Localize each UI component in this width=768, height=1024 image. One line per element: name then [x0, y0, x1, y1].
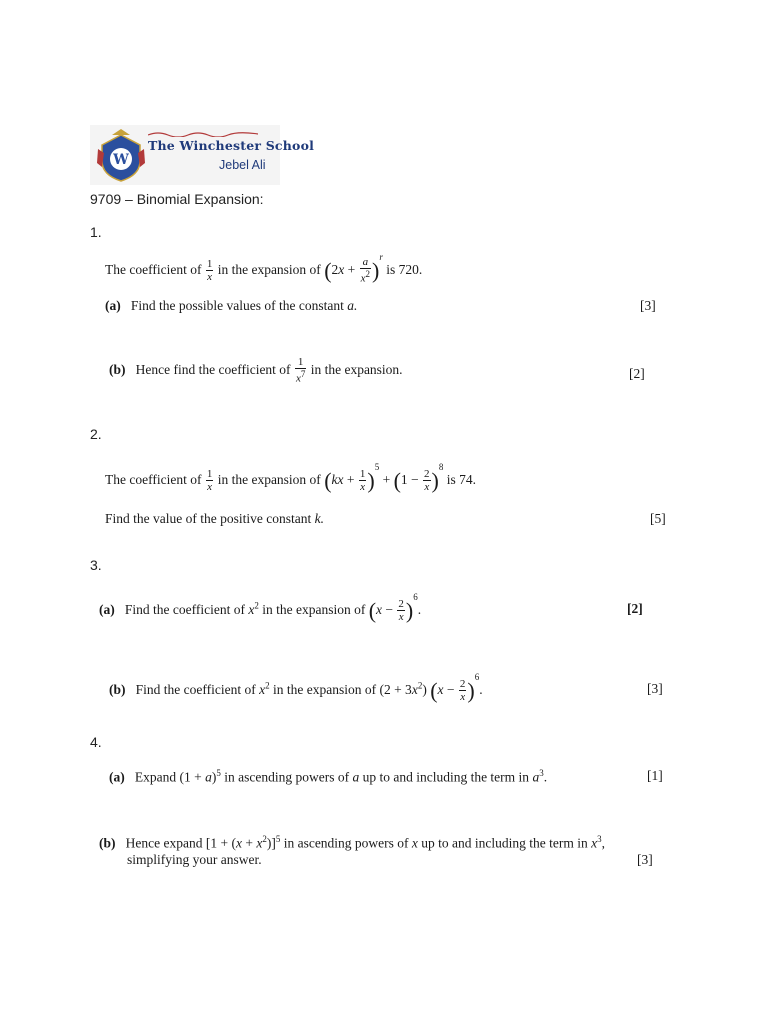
q3a-label: (a) [99, 602, 115, 617]
question-2-marks: [5] [650, 511, 666, 526]
fraction-1-over-x: $\frac{1}{x}$ [206, 257, 213, 283]
arabic-script-decoration [148, 129, 258, 137]
fraction-2-over-x: $\frac{2}{x}$ [398, 597, 404, 623]
q1a-label: (a) [105, 298, 121, 313]
q2-stem-post: is 74. [446, 472, 476, 487]
fraction-1-over-x7: $\frac{1}{x^7}$ [295, 356, 306, 385]
q4b-mid: in ascending powers of [283, 835, 409, 851]
q4b-pre: Hence expand [125, 835, 203, 851]
q2-text: Find the value of the positive constant [105, 511, 312, 526]
fraction-1-over-x: $\frac{1}{x}$ [206, 467, 213, 493]
q1a-var: a. [347, 298, 358, 313]
fraction-a-over-x2: $\frac{a}{x^2}$ [360, 256, 371, 285]
fraction-2-over-x: $\frac{2}{x}$ [424, 467, 430, 493]
svg-text:W: W [113, 152, 129, 168]
question-3-number: 3. [90, 557, 102, 573]
q1b-post: in the expansion. [310, 361, 403, 377]
q1-stem-pre: The coefficient of [105, 262, 202, 277]
q1b-pre: Hence find the coefficient of [135, 361, 291, 377]
q4a-post: up to and including the term in [362, 769, 530, 785]
question-1-number: 1. [90, 224, 102, 240]
question-3b: (b) Find the coefficient of $x^2$ in the expansion of $(2 + 3x^2)$ (x − $\frac{2}{x}$ )$^6$. [109, 672, 483, 703]
school-logo [90, 125, 315, 185]
question-1-stem: The coefficient of $\frac{1}{x}$ in the expansion of (2x + $\frac{a}{x^2}$ )$^r$ is 720. [105, 252, 423, 285]
question-3a-marks: [2] [627, 601, 643, 616]
q4a-pre: Expand [134, 769, 177, 785]
question-2-part [105, 511, 324, 527]
question-1a [105, 298, 357, 314]
q4b-post: up to and including the term in [421, 835, 588, 851]
question-4-number: 4. [90, 734, 102, 750]
q1-stem-post: is 720. [386, 262, 423, 277]
question-4b-marks: [3] [637, 852, 653, 867]
document-title: 9709 – Binomial Expansion: [90, 191, 264, 207]
q2-stem-mid: in the expansion of [217, 472, 321, 487]
q3b-label: (b) [109, 682, 126, 697]
question-4b-line2: simplifying your answer. [127, 852, 262, 867]
school-name: The Winchester School [148, 138, 315, 153]
question-4a: (a) Expand $(1 + a)^5$ in ascending powers of a up to and including the term in $a^3$. [109, 768, 548, 785]
q4b-label: (b) [99, 835, 116, 851]
fraction-2-over-x: $\frac{2}{x}$ [459, 677, 466, 703]
q4a-label: (a) [109, 769, 125, 785]
q3b-mid: in the expansion of [272, 682, 377, 697]
question-4b: (b) Hence expand $[1 + (x + x^2)]^5$ in ascending powers of x up to and including the term in $x^3$, [99, 834, 606, 851]
question-1b-marks: [2] [629, 366, 645, 381]
q1-stem-mid: in the expansion of [217, 262, 321, 277]
question-2-stem: The coefficient of $\frac{1}{x}$ in the expansion of (kx + $\frac{1}{x}$ )$^5$ + (1 − $\frac{2}{x}$ )$^8$ is 74. [105, 462, 476, 493]
q1b-label: (b) [109, 361, 126, 377]
fraction-1-over-x: $\frac{1}{x}$ [359, 467, 366, 493]
q3a-mid: in the expansion of [262, 602, 366, 617]
school-crest-icon [94, 127, 148, 183]
q1a-text: Find the possible values of the constant [130, 298, 344, 313]
q2-var: k. [314, 511, 324, 526]
question-4a-marks: [1] [647, 768, 663, 783]
question-3a: (a) Find the coefficient of $x^2$ in the expansion of (x − $\frac{2}{x}$ )$^6$. [99, 592, 422, 623]
q3b-pre: Find the coefficient of [135, 682, 256, 697]
q4a-mid: in ascending powers of [224, 769, 350, 785]
question-1b [109, 357, 403, 385]
q2-stem-pre: The coefficient of [105, 472, 202, 487]
question-2-number: 2. [90, 426, 102, 442]
school-campus: Jebel Ali [219, 158, 266, 172]
question-1a-marks: [3] [640, 298, 656, 313]
question-3b-marks: [3] [647, 681, 663, 696]
q3a-pre: Find the coefficient of [124, 602, 245, 617]
